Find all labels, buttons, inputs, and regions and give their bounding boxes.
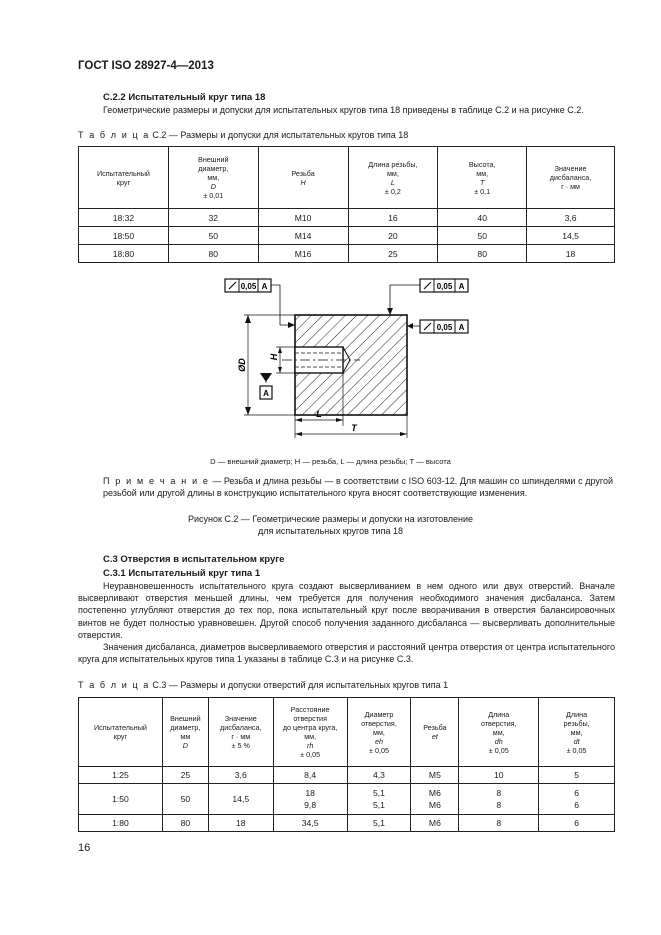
- header-cell: [411, 698, 459, 767]
- header-line: D: [210, 182, 216, 191]
- header-line: eh: [375, 736, 383, 746]
- section-c3-p1: Неуравновешенность испытательного круга создают высверливанием в нем одного или двух отверстий. Вначале высверливают отверстия меньшей длины, чем требуется для получения необходимого значения дисбаланса. Затем постепенно углубляют отверстия до тех пор, пока испытательный круг после вворачивания в отверстия балансировочных винтов не будет полностью уравновешен. Другой способ получения заданного дисбаланса — высверливать дополнительные отверстия.: [78, 581, 615, 640]
- table-cell: 8: [459, 815, 539, 832]
- table-cell: 18 9,8: [273, 784, 347, 815]
- header-cell: [348, 147, 438, 209]
- figure-c2-legend: D — внешний диаметр; H — резьба, L — длина резьбы; T — высота: [210, 457, 451, 466]
- table-c3-header-row: [79, 698, 615, 767]
- table-c3-caption-label: Т а б л и ц а: [78, 680, 150, 690]
- header-line: Резьба: [423, 723, 447, 732]
- page-number: 16: [78, 842, 91, 854]
- table-c2: [78, 146, 615, 263]
- header-cell: [527, 147, 615, 209]
- header-cell: [347, 698, 411, 767]
- header-line: Длина: [566, 709, 588, 719]
- table-cell: 5,1 5,1: [347, 784, 411, 815]
- header-line: диаметр,: [198, 164, 229, 173]
- header-line: Испытательный: [93, 723, 147, 732]
- header-line: dt: [573, 736, 580, 746]
- header-cell: [539, 698, 615, 767]
- tolerance-frame-top: [225, 279, 271, 292]
- header-line: H: [300, 177, 306, 187]
- header-line: L: [390, 177, 395, 187]
- table-cell: M5: [411, 767, 459, 784]
- header-line: Длина резьбы,: [368, 159, 418, 169]
- tol-top-value: 0,05: [240, 282, 257, 291]
- figure-c2-drawing: [200, 268, 500, 440]
- header-line: ± 0,05: [369, 745, 389, 755]
- header-line: ± 0,05: [566, 745, 587, 755]
- table-cell: M16: [258, 245, 348, 263]
- table-row: [79, 815, 615, 832]
- header-line: до центра круга,: [282, 723, 338, 732]
- header-line: мм,: [492, 727, 505, 737]
- table-cell: 3,6: [527, 209, 615, 227]
- table-c3-caption-text: C.3 — Размеры и допуски отверстий для испытательных кругов типа 1: [152, 680, 449, 690]
- dim-l-label: L: [316, 409, 322, 419]
- note-text: — Резьба и длина резьбы — в соответствии с ISO 603-12. Для машин со шпинделями с другой резьбой или другой длины в конструкцию испытательного круга вносят соответствующие изменения.: [103, 476, 613, 499]
- table-row: [79, 227, 615, 245]
- header-line: ± 0,01: [203, 191, 224, 200]
- header-line: отверстия,: [480, 718, 517, 728]
- header-line: диаметр,: [170, 723, 201, 732]
- header-line: ± 0,2: [384, 186, 401, 196]
- table-cell: 80: [438, 245, 527, 263]
- header-line: dh: [494, 736, 503, 746]
- table-cell: 5: [539, 767, 615, 784]
- header-line: мм,: [207, 173, 220, 182]
- datum-a-label: A: [263, 389, 269, 398]
- header-line: ± 0,1: [474, 186, 491, 196]
- table-cell: 6: [539, 815, 615, 832]
- section-c31-title: C.3.1 Испытательный круг типа 1: [103, 568, 261, 579]
- table-cell: 20: [348, 227, 438, 245]
- table-row: [79, 784, 615, 815]
- header-line: круг: [113, 732, 128, 741]
- table-cell: 18:50: [79, 227, 169, 245]
- header-line: ± 0,05: [300, 750, 321, 759]
- table-cell: 50: [162, 784, 208, 815]
- header-cell: [168, 147, 258, 209]
- table-cell: 32: [168, 209, 258, 227]
- header-line: ± 5 %: [231, 741, 250, 750]
- section-c3-p2: Значения дисбаланса, диаметров высверливаемого отверстия и расстояний центра отверстия от центра испытательного круга для испытательных кругов типа 1 указаны в таблице C.3 и на рисунке C.3.: [78, 642, 615, 665]
- header-line: ± 0,05: [488, 745, 509, 755]
- header-cell: [79, 698, 163, 767]
- header-line: Внешний: [170, 714, 201, 723]
- figure-c2-caption-line1: Рисунок C.2 — Геометрические размеры и допуски на изготовление: [187, 514, 474, 524]
- table-cell: 10: [459, 767, 539, 784]
- header-line: Резьба: [291, 168, 315, 178]
- table-cell: 1:50: [79, 784, 163, 815]
- table-cell: 50: [168, 227, 258, 245]
- figure-c2-caption-line2: для испытательных кругов типа 18: [258, 526, 403, 536]
- tol-mid-datum: A: [458, 323, 465, 332]
- table-cell: 40: [438, 209, 527, 227]
- header-line: et: [431, 732, 438, 741]
- tol-top-datum: A: [261, 282, 268, 291]
- header-line: мм,: [304, 732, 317, 741]
- table-cell: M6 M6: [411, 784, 459, 815]
- table-cell: 16: [348, 209, 438, 227]
- header-cell: [162, 698, 208, 767]
- header-line: мм,: [373, 727, 385, 737]
- table-cell: 4,3: [347, 767, 411, 784]
- table-cell: 25: [348, 245, 438, 263]
- table-row: [79, 767, 615, 784]
- header-line: мм,: [386, 168, 399, 178]
- header-line: Диаметр: [364, 709, 394, 719]
- header-line: Внешний: [198, 155, 229, 164]
- table-cell: 18: [527, 245, 615, 263]
- table-cell: M14: [258, 227, 348, 245]
- tolerance-frame-mid: [420, 320, 468, 333]
- table-cell: 8 8: [459, 784, 539, 815]
- table-cell: 6 6: [539, 784, 615, 815]
- header-line: Испытательный: [96, 168, 150, 178]
- header-line: Длина: [488, 709, 510, 719]
- header-cell: [273, 698, 347, 767]
- table-cell: 80: [162, 815, 208, 832]
- header-line: дисбаланса,: [549, 173, 592, 182]
- table-c3-caption: [78, 679, 448, 691]
- table-cell: 8,4: [273, 767, 347, 784]
- table-cell: 18: [208, 815, 273, 832]
- tolerance-frame-right: [420, 279, 468, 292]
- header-line: отверстия: [293, 714, 327, 723]
- section-c22-title: C.2.2 Испытательный круг типа 18: [103, 92, 266, 103]
- table-cell: 80: [168, 245, 258, 263]
- figure-c2-note: [103, 475, 613, 499]
- header-line: мм,: [476, 168, 489, 178]
- header-line: Расстояние: [290, 705, 330, 714]
- dim-od-label: ØD: [237, 358, 247, 372]
- header-line: мм: [180, 732, 191, 741]
- table-c2-caption-label: Т а б л и ц а: [78, 130, 150, 140]
- table-cell: 50: [438, 227, 527, 245]
- table-cell: 18:32: [79, 209, 169, 227]
- table-cell: 18:80: [79, 245, 169, 263]
- table-row: [79, 245, 615, 263]
- header-cell: [459, 698, 539, 767]
- header-line: круг: [116, 177, 131, 187]
- header-line: T: [480, 177, 485, 187]
- table-c3: [78, 697, 615, 832]
- header-line: Значение: [224, 714, 257, 723]
- section-c22-text: Геометрические размеры и допуски для испытательных кругов типа 18 приведены в таблице C.2 и на рисунке C.2.: [103, 105, 584, 115]
- header-line: мм,: [570, 727, 583, 737]
- header-cell: [79, 147, 169, 209]
- datum-triangle-icon: [260, 373, 272, 382]
- table-cell: 25: [162, 767, 208, 784]
- dim-h-label: H: [269, 353, 279, 361]
- table-cell: 1:25: [79, 767, 163, 784]
- header-line: резьбы,: [563, 718, 590, 728]
- dim-t-label: T: [351, 423, 357, 433]
- table-cell: 34,5: [273, 815, 347, 832]
- page-header: ГОСТ ISO 28927-4—2013: [78, 60, 214, 72]
- table-cell: 14,5: [527, 227, 615, 245]
- table-cell: 1:80: [79, 815, 163, 832]
- header-cell: [438, 147, 527, 209]
- table-c2-caption: [78, 129, 408, 141]
- table-c2-caption-text: C.2 — Размеры и допуски для испытательных кругов типа 18: [152, 130, 409, 140]
- header-line: г · мм: [561, 182, 580, 191]
- header-cell: [208, 698, 273, 767]
- header-line: rh: [306, 741, 314, 750]
- header-line: Высота,: [468, 159, 496, 169]
- tol-right-value: 0,05: [436, 282, 453, 291]
- note-label: П р и м е ч а н и е: [103, 476, 210, 486]
- table-cell: 5,1: [347, 815, 411, 832]
- header-line: отверстия,: [361, 718, 397, 728]
- table-cell: M10: [258, 209, 348, 227]
- table-c2-header-row: [79, 147, 615, 209]
- table-cell: M6: [411, 815, 459, 832]
- tol-mid-value: 0,05: [436, 323, 453, 332]
- header-line: г · мм: [231, 732, 251, 741]
- header-line: дисбаланса,: [220, 723, 262, 732]
- tol-right-datum: A: [458, 282, 465, 291]
- header-cell: [258, 147, 348, 209]
- table-cell: 3,6: [208, 767, 273, 784]
- header-line: D: [182, 741, 188, 750]
- table-row: [79, 209, 615, 227]
- section-c3-title: C.3 Отверстия в испытательном круге: [103, 554, 285, 565]
- table-cell: 14,5: [208, 784, 273, 815]
- header-line: Значение: [554, 164, 587, 173]
